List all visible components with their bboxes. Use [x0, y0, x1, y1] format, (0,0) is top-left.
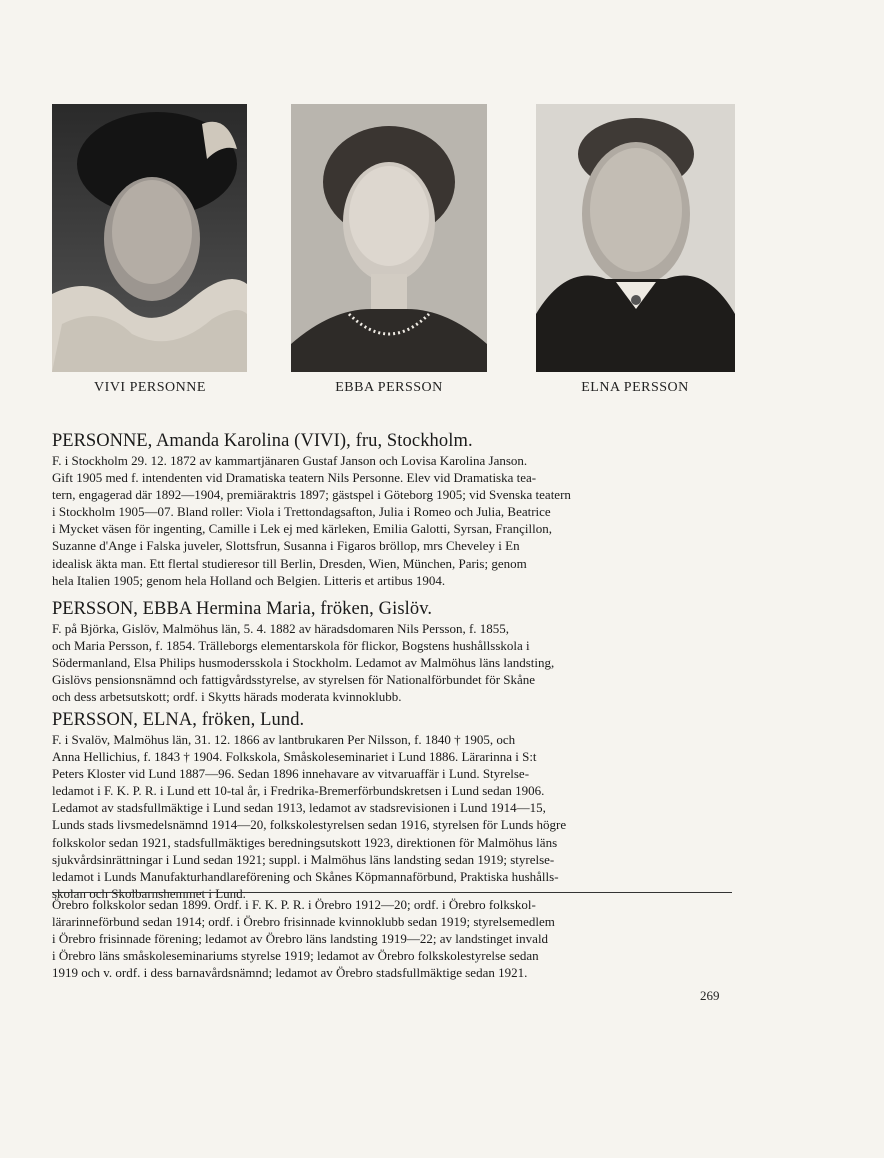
text-line: Suzanne d'Ange i Falska juveler, Slottsfrun, Susanna i Figaros bröllop, mrs Cheveley i En: [52, 538, 520, 554]
entry-surname: PERSSON,: [52, 599, 138, 619]
photo-caption: VIVI PERSONNE: [94, 380, 206, 395]
text-line: och Maria Persson, f. 1854. Trälleborgs elementarskola för flickor, Bogstens hushållsskola i: [52, 638, 530, 654]
text-line: skolan och Skolbarnshemmet i Lund.: [52, 885, 246, 901]
text-line: Södermanland, Elsa Philips husmodersskola i Stockholm. Ledamot av Malmöhus läns landsting,: [52, 655, 555, 671]
text-line: i Örebro läns småskoleseminariums styrelse 1919; ledamot av Örebro folkskolestyrelse sedan: [52, 948, 539, 964]
text-line: och dess arbetsutskott; ordf. i Skytts härads moderata kvinnoklubb.: [52, 689, 402, 705]
text-line: tern, engagerad där 1892—1904, premiäraktris 1897; gästspel i Göteborg 1905; vid Svenska teatern: [52, 487, 571, 503]
text-line: Anna Hellichius, f. 1843 † 1904. Folkskola, Småskoleseminariet i Lund 1886. Lärarinna i S:t: [52, 749, 537, 765]
text-line: F. i Stockholm 29. 12. 1872 av kammartjänaren Gustaf Janson och Lovisa Karolina Janson.: [52, 453, 528, 468]
text-line: F. i Svalöv, Malmöhus län, 31. 12. 1866 av lantbrukaren Per Nilsson, f. 1840 † 1905, och: [52, 732, 516, 747]
biography-entry-elna-persson: [52, 709, 732, 902]
entry-heading: [52, 430, 732, 452]
text-line: i Örebro frisinnade förening; ledamot av Örebro läns landsting 1919—22; av landstinget invald: [52, 931, 549, 947]
photo-caption: EBBA PERSSON: [335, 380, 443, 395]
entry-body: [52, 731, 732, 902]
entry-surname: PERSONNE,: [52, 431, 153, 451]
photo-caption: ELNA PERSSON: [581, 380, 689, 395]
entry-surname: PERSSON,: [52, 710, 138, 730]
text-line: idealisk äkta man. Ett flertal studieresor till Berlin, Dresden, Wien, München, Paris; genom: [52, 555, 527, 571]
portrait-vivi-personne: [52, 104, 247, 372]
biography-entry-vivi-personne: [52, 430, 732, 589]
page-number: 269: [700, 988, 720, 1003]
entry-body: [52, 896, 732, 981]
section-divider: [52, 892, 732, 893]
text-line: F. på Björka, Gislöv, Malmöhus län, 5. 4. 1882 av häradsdomaren Nils Persson, f. 1855,: [52, 621, 510, 636]
text-line: 1919 och v. ordf. i dess barnavårdsnämnd; ledamot av Örebro stadsfullmäktige sedan 1921.: [52, 965, 528, 981]
text-line: Lunds stads livsmedelsnämnd 1914—20, folkskolestyrelsen sedan 1916, styrelsen för Lunds högre: [52, 817, 567, 833]
text-line: ledamot i Lunds Manufakturhandlareförening och Skånes Köpmannaförbund, Praktiska hushålls-: [52, 868, 559, 884]
text-line: Gift 1905 med f. intendenten vid Dramatiska teatern Nils Personne. Elev vid Dramatiska tea-: [52, 470, 537, 486]
entry-body: [52, 620, 732, 705]
portrait-ebba-persson: [291, 104, 487, 372]
continued-entry: [52, 896, 732, 981]
entry-name-rest: Amanda Karolina (VIVI), fru, Stockholm.: [152, 431, 473, 451]
text-line: folkskolor sedan 1921, stadsfullmäktiges beredningsutskott 1923, direktionen för Malmöhus läns: [52, 834, 558, 850]
entry-name-rest: EBBA Hermina Maria, fröken, Gislöv.: [137, 599, 433, 619]
biography-entry-ebba-persson: [52, 598, 732, 705]
text-line: i Mycket väsen för ingenting, Camille i Lek ej med kärleken, Emilia Galotti, Syrsan, Françillon,: [52, 521, 553, 537]
entry-heading: [52, 709, 732, 731]
text-line: Gislövs pensionsnämnd och fattigvårdsstyrelse, av styrelsen för Nationalförbundet för Skåne: [52, 672, 536, 688]
text-line: i Stockholm 1905—07. Bland roller: Viola i Trettondagsafton, Julia i Romeo och Julia, Beatrice: [52, 504, 551, 520]
text-line: Peters Kloster vid Lund 1887—96. Sedan 1896 innehavare av vitvaruaffär i Lund. Styrelse-: [52, 766, 530, 782]
text-line: Örebro folkskolor sedan 1899. Ordf. i F. K. P. R. i Örebro 1912—20; ordf. i Örebro folkskol-: [52, 897, 536, 912]
entry-heading: [52, 598, 732, 620]
text-line: Ledamot av stadsfullmäktige i Lund sedan 1913, ledamot av stadsrevisionen i Lund 1914—15,: [52, 800, 546, 816]
text-line: hela Italien 1905; genom hela Holland och Belgien. Litteris et artibus 1904.: [52, 572, 446, 588]
text-line: lärarinneförbund sedan 1914; ordf. i Örebro frisinnade kvinnoklubb sedan 1919; styrelsemedlem: [52, 914, 555, 930]
text-line: sjukvårdsinrättningar i Lund sedan 1921; suppl. i Malmöhus läns landsting sedan 1919; styrelse-: [52, 851, 555, 867]
portrait-elna-persson: [536, 104, 735, 372]
text-line: ledamot i F. K. P. R. i Lund ett 10-tal år, i Fredrika-Bremerförbundskretsen i Lund sedan 1906.: [52, 783, 545, 799]
entry-body: [52, 452, 732, 589]
entry-name-rest: ELNA, fröken, Lund.: [137, 710, 305, 730]
